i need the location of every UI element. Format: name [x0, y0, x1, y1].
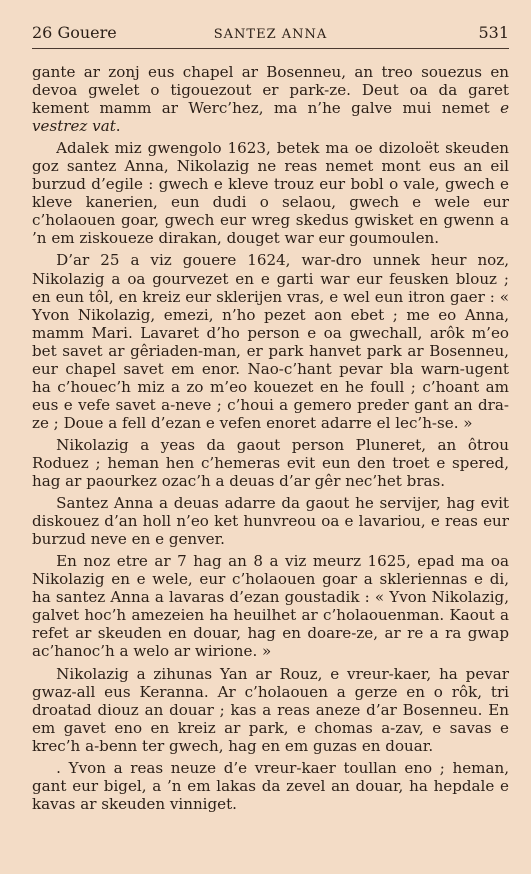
paragraph: Nikolazig a yeas da gaout person Pluneret, an ôtrou Roduez ; heman hen c’hemeras evit eun den troet e spered, hag ar paourkez ozac’h a deuas d’ar gêr nec’het bras. — [32, 435, 509, 491]
paragraph: Adalek miz gwengolo 1623, betek ma oe dizoloët skeuden goz santez Anna, Nikolazig ne reas nemet mont eus an eil burzud d’egile : gwech e kleve trouz eur bobl o vale, gwech e kleve kanerien, eun dudi o selaou, gwech e wele eur c’holaouen goar, gwech eur wreg skedus gwisket en gwenn a ’n em ziskoueze dirakan, douget war eur goumoulen. — [32, 139, 509, 248]
section-label: 26 Gouere — [32, 23, 117, 42]
italic-phrase: e vestrez vat — [32, 99, 509, 136]
paragraph-end: . — [115, 117, 121, 136]
paragraph: Santez Anna a deuas adarre da gaout he servijer, hag evit diskouez d’an holl n’eo ket hunvreou oa e lavariou, e reas eur burzud neve en e genver. — [32, 494, 509, 549]
running-title: SANTEZ ANNA — [213, 27, 328, 42]
paragraph-text: gante ar zonj eus chapel ar Bosenneu, an treo souezus en devoa gwelet o tigouezout er park-ze. Deut oa da garet kement mamm ar Werc’hez, ma n’he galve mui nemet — [32, 63, 509, 118]
paragraph: D’ar 25 a viz gouere 1624, war-dro unnek heur noz, Nikolazig a oa gourvezet en e garti war eur feusken blouz ; en eun tôl, en kreiz eur sklerijen vras, e wel eun itron gaer : « Yvon Nikolazig, emezi, n’ho pezet aon ebet ; me eo Anna, mamm Mari. Lavaret d’ho person e oa gwechall, arôk m’eo bet savet ar gêriaden-man, er park hanvet park ar Bosenneu, eur chapel savet em enor. Nao-c’hant pevar bla warn-ugent ha c’houec’h miz a zo m’eo kouezet en he foull ; c’hoant am eus e vefe savet a-neve ; c’houi a gemero preder gant an dra-ze ; Doue a fell d’ezan e vefen enoret adarre el lec’h-se. » — [32, 251, 509, 432]
paragraph — [32, 63, 509, 135]
page-header — [32, 24, 509, 49]
page-body — [32, 63, 509, 813]
paragraph: En noz etre ar 7 hag an 8 a viz meurz 1625, epad ma oa Nikolazig en e wele, eur c’holaouen goar a skleriennas e di, ha santez Anna a lavaras d’ezan goustadik : « Yvon Nikolazig, galvet hoc’h amezeien ha heuilhet ar c’holaouenman. Kaout a refet ar skeuden en douar, hag en doare-ze, ar re a ra gwap ac’hanoc’h a welo ar wirione. » — [32, 552, 509, 661]
page-number: 531 — [478, 23, 509, 42]
paragraph: . Yvon a reas neuze d’e vreur-kaer toullan eno ; heman, gant eur bigel, a ’n em lakas da zevel an douar, ha hepdale e kavas ar skeuden vinniget. — [32, 758, 509, 813]
paragraph: Nikolazig a zihunas Yan ar Rouz, e vreur-kaer, ha pevar gwaz-all eus Keranna. Ar c’holaouen a gerze en o rôk, tri droatad diouz an douar ; kas a reas aneze d’ar Bosenneu. En em gavet eno en kreiz ar park, e chomas a-zav, e savas e krec’h a-benn ter gwech, hag en em guzas en douar. — [32, 664, 509, 755]
